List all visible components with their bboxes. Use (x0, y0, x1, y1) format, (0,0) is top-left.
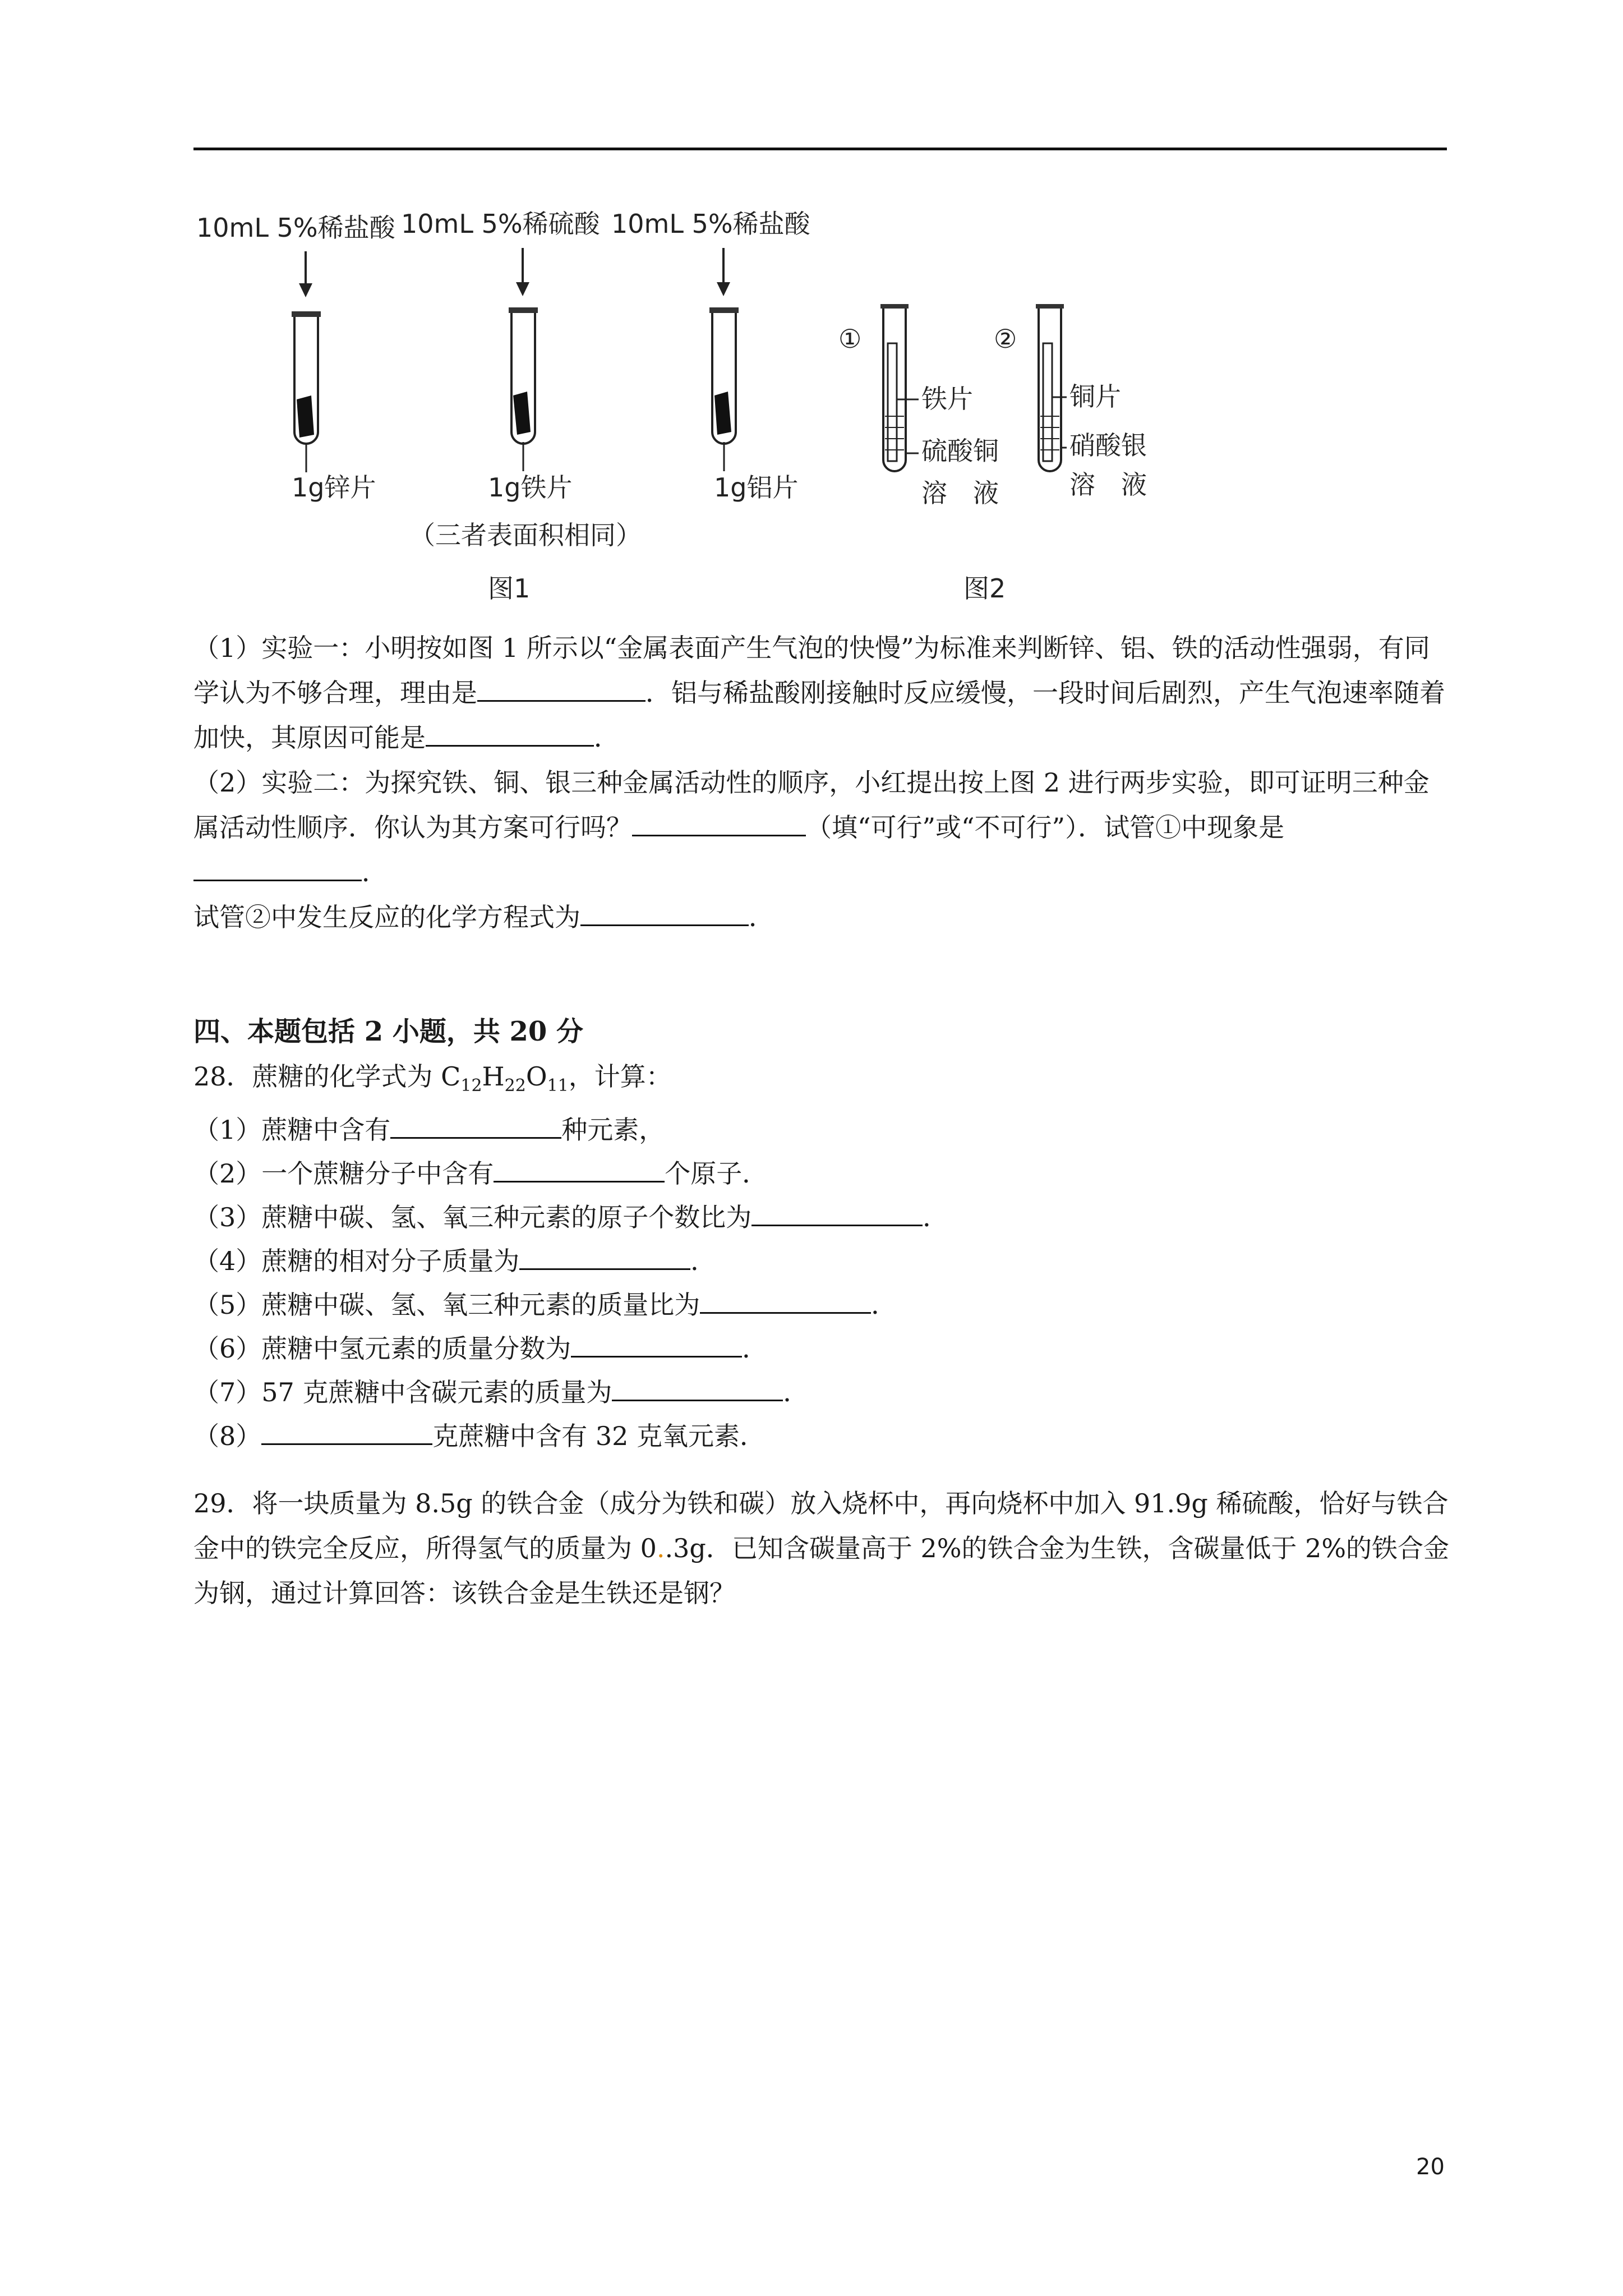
answer-blank[interactable] (580, 899, 749, 926)
figure-2-tube-2 (994, 304, 1147, 500)
q28-item: （7）57 克蔗糖中含碳元素的质量为 ． (193, 1370, 1450, 1414)
question-27 (193, 625, 1450, 940)
answer-blank[interactable] (261, 1418, 432, 1445)
figure-1-tube-iron (401, 209, 601, 503)
answer-blank[interactable] (632, 809, 806, 836)
answer-blank[interactable] (700, 1286, 871, 1314)
solution-label-2: 溶 液 (1069, 470, 1147, 500)
metal-label: 1g锌片 (292, 472, 376, 503)
metal-label: 铁片 (921, 384, 973, 414)
answer-blank[interactable] (477, 674, 645, 702)
answer-blank[interactable] (612, 1374, 783, 1401)
metal-label: 铜片 (1069, 381, 1121, 412)
tube-number: ① (838, 324, 862, 354)
solution-label-2: 溶 液 (921, 478, 999, 508)
acid-label: 10mL 5%稀盐酸 (611, 209, 810, 239)
q28-item: （5）蔗糖中碳、氢、氧三种元素的质量比为 ． (193, 1283, 1450, 1327)
q28-item: （3）蔗糖中碳、氢、氧三种元素的原子个数比为 ． (193, 1195, 1450, 1239)
tube-number: ② (994, 324, 1017, 354)
answer-blank[interactable] (494, 1155, 665, 1182)
q28-item: （8） 克蔗糖中含有 32 克氧元素． (193, 1414, 1450, 1458)
page-number: 20 (1416, 2154, 1445, 2180)
metal-label: 1g铁片 (488, 472, 573, 503)
question-29 (193, 1481, 1450, 1616)
question-28 (193, 1055, 1450, 1458)
metal-label: 1g铝片 (714, 472, 799, 503)
answer-blank[interactable] (519, 1243, 690, 1270)
q28-intro: 28．蔗糖的化学式为 $C_{12}H_{22}O_{11}$，计算： (193, 1061, 672, 1096)
q28-item: （2）一个蔗糖分子中含有 个原子． (193, 1152, 1450, 1195)
q28-item: （4）蔗糖的相对分子质量为 ． (193, 1239, 1450, 1283)
figure-1-caption: 图1 (488, 573, 531, 604)
figure-2 (830, 292, 1223, 617)
q27-part-1: （1）实验一：小明按如图 1 所示以“金属表面产生气泡的快慢”为标准来判断锌、铝、铁的活动性强弱，有同学认为不够合理，理由是 ．铝与稀盐酸刚接触时反应缓慢，一段时间后剧烈，产生气泡速率随着加快，其原因可能是 ． (193, 633, 1445, 753)
answer-blank[interactable] (571, 1330, 742, 1358)
figure-1 (185, 202, 858, 617)
answer-blank[interactable] (751, 1199, 923, 1226)
q27-part-2: （2）实验二：为探究铁、铜、银三种金属活动性的顺序，小红提出按上图 2 进行两步实验，即可证明三种金属活动性顺序．你认为其方案可行吗？ （填“可行”或“不可行”）．试管①中现象是． (193, 767, 1430, 887)
figure-1-tube-aluminum (611, 209, 811, 503)
header-rule (193, 148, 1447, 150)
acid-label: 10mL 5%稀硫酸 (401, 209, 600, 239)
q28-item: （1）蔗糖中含有 种元素， (193, 1108, 1450, 1152)
q27-part-3: 试管②中发生反应的化学方程式为 ． (193, 895, 1450, 940)
figure-2-caption: 图2 (963, 573, 1006, 604)
answer-blank[interactable] (426, 719, 594, 747)
solution-label: 硫酸铜 (921, 436, 999, 466)
answer-blank[interactable] (193, 854, 362, 881)
solution-label: 硝酸银 (1069, 430, 1147, 461)
q29-text: 29．将一块质量为 8.5g 的铁合金（成分为铁和碳）放入烧杯中，再向烧杯中加入 91.9g 稀硫酸，恰好与铁合金中的铁完全反应，所得氢气的质量为 0..3g．已知含碳量高于 2%的铁合金为生铁，含碳量低于 2%的铁合金为钢，通过计算回答：该铁合金是生铁还是钢？ (193, 1488, 1450, 1608)
figure-1-tube-zinc (196, 213, 396, 503)
figure-2-tube-1 (838, 304, 999, 508)
section-4-heading: 四、本题包括 2 小题，共 20 分 (193, 1016, 584, 1047)
answer-blank[interactable] (390, 1111, 561, 1139)
acid-label: 10mL 5%稀盐酸 (196, 213, 395, 243)
q28-item: （6）蔗糖中氢元素的质量分数为 ． (193, 1327, 1450, 1370)
figure-1-note: （三者表面积相同） (409, 520, 642, 550)
